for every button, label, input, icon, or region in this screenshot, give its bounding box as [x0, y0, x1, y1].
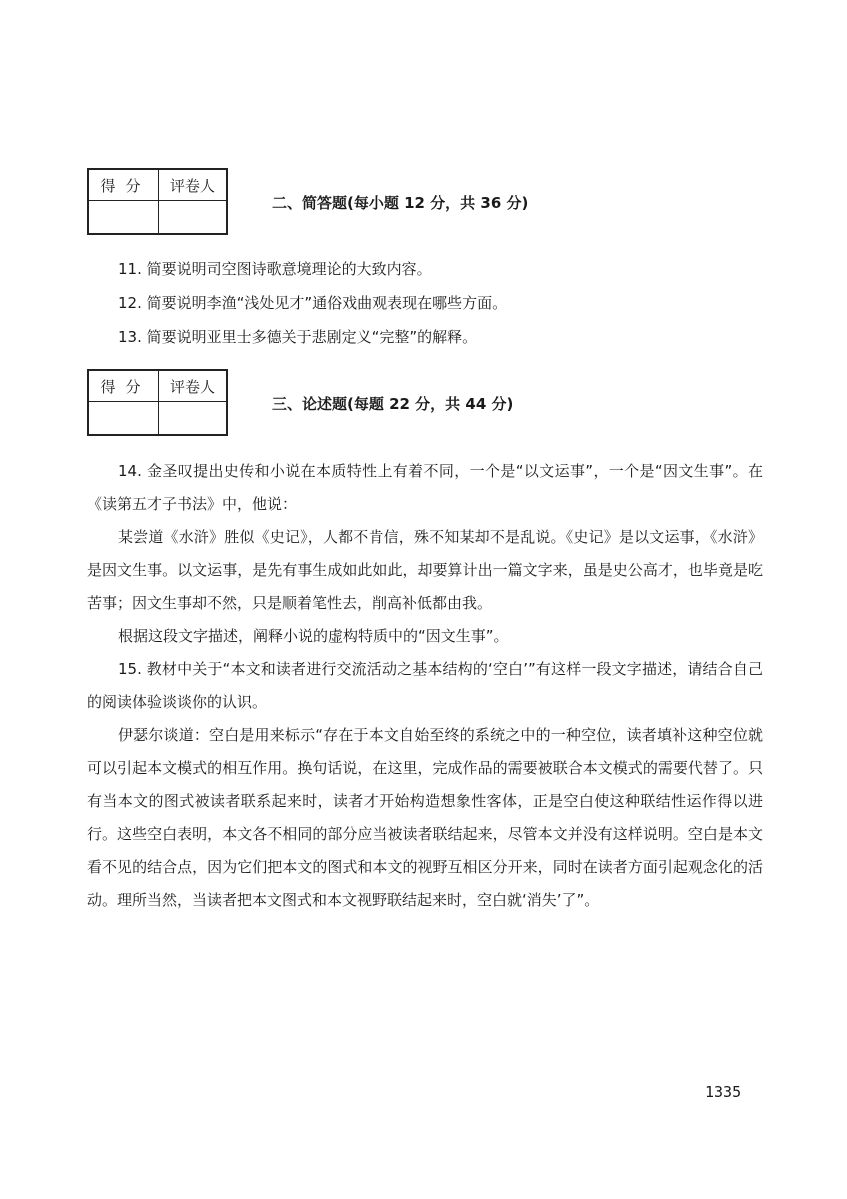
- grader-field: [159, 402, 228, 436]
- question-14-intro: 14. 金圣叹提出史传和小说在本质特性上有着不同，一个是“以文运事”，一个是“因文生事”。在《读第五才子书法》中，他说：: [87, 462, 763, 513]
- score-label: 得分: [88, 370, 159, 402]
- question-15-intro: 15. 教材中关于“本文和读者进行交流活动之基本结构的‘空白’”有这样一段文字描述，请结合自己的阅读体验谈谈你的认识。: [87, 660, 763, 711]
- score-box-section-2: [87, 168, 228, 235]
- grader-label: 评卷人: [159, 370, 228, 402]
- question-11: 11. 简要说明司空图诗歌意境理论的大致内容。: [118, 260, 432, 278]
- question-14-task: 根据这段文字描述，阐释小说的虚构特质中的“因文生事”。: [118, 627, 509, 645]
- score-field: [88, 201, 159, 235]
- question-12: 12. 简要说明李渔“浅处见才”通俗戏曲观表现在哪些方面。: [118, 294, 508, 312]
- grader-label: 评卷人: [159, 169, 228, 201]
- question-15-quote: 伊瑟尔谈道：空白是用来标示“存在于本文自始至终的系统之中的一种空位，读者填补这种空位就可以引起本文模式的相互作用。换句话说，在这里，完成作品的需要被联合本文模式的需要代替了。只有当本文的图式被读者联系起来时，读者才开始构造想象性客体，正是空白使这种联结性运作得以进行。这些空白表明，本文各不相同的部分应当被读者联结起来，尽管本文并没有这样说明。空白是本文看不见的结合点，因为它们把本文的图式和本文的视野互相区分开来，同时在读者方面引起观念化的活动。理所当然，当读者把本文图式和本文视野联结起来时，空白就‘消失’了”。: [87, 726, 763, 909]
- section-2-title: 二、简答题(每小题 12 分，共 36 分): [272, 194, 529, 212]
- section-3-title: 三、论述题(每题 22 分，共 44 分): [272, 395, 514, 413]
- page-number: 1335: [705, 1083, 742, 1101]
- score-field: [88, 402, 159, 436]
- grader-field: [159, 201, 228, 235]
- score-box-section-3: [87, 369, 228, 436]
- question-14-quote: 某尝道《水浒》胜似《史记》，人都不肯信，殊不知某却不是乱说。《史记》是以文运事，《水浒》是因文生事。以文运事，是先有事生成如此如此，却要算计出一篇文字来，虽是史公高才，也毕竟是吃苦事；因文生事却不然，只是顺着笔性去，削高补低都由我。: [87, 528, 763, 612]
- score-label: 得分: [88, 169, 159, 201]
- question-13: 13. 简要说明亚里士多德关于悲剧定义“完整”的解释。: [118, 328, 478, 346]
